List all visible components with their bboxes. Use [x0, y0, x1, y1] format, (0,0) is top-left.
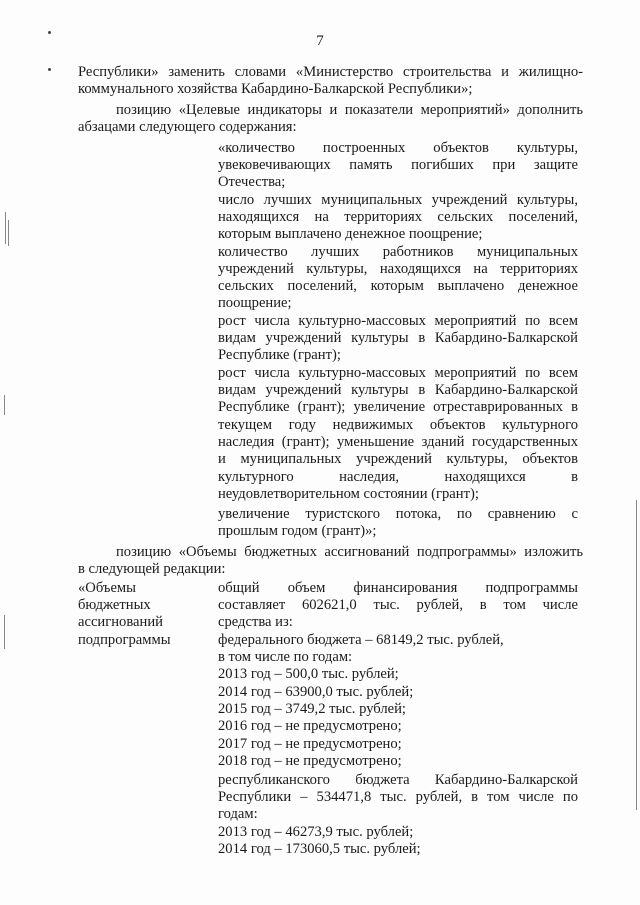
- indicator-line: видам учреждений культуры в Кабардино-Балкарской: [218, 330, 578, 346]
- indicator-line: рост числа культурно-массовых мероприятий по всем: [218, 313, 578, 329]
- indicator-line: сельских поселений, которым выплачено денежное: [218, 278, 578, 294]
- indicator-line: которым выплачено денежное поощрение;: [218, 226, 483, 242]
- content-line: общий объем финансирования подпрограммы: [218, 580, 578, 596]
- content-line: Республики – 534471,8 тыс. рублей, в том числе по: [218, 789, 578, 805]
- indicator-line: находящихся на территориях сельских поселений,: [218, 209, 578, 225]
- content-line: 2017 год – не предусмотрено;: [218, 736, 402, 752]
- content-line: 2014 год – 63900,0 тыс. рублей;: [218, 684, 414, 700]
- text-line: коммунального хозяйства Кабардино-Балкарской Республики»;: [78, 81, 473, 97]
- content-line: 2015 год – 3749,2 тыс. рублей;: [218, 701, 406, 717]
- indicator-line: «количество построенных объектов культуры,: [218, 140, 578, 156]
- scan-margin-mark: [4, 395, 5, 415]
- indicator-line: поощрение;: [218, 295, 292, 311]
- indicator-line: и муниципальных учреждений культуры, объектов: [218, 451, 578, 467]
- content-line: средства из:: [218, 614, 293, 630]
- content-line: составляет 602621,0 тыс. рублей, в том числе: [218, 597, 578, 613]
- content-line: 2014 год – 173060,5 тыс. рублей;: [218, 841, 421, 857]
- label-line: бюджетных: [78, 597, 151, 613]
- content-line: 2013 год – 500,0 тыс. рублей;: [218, 666, 399, 682]
- content-line: 2013 год – 46273,9 тыс. рублей;: [218, 824, 414, 840]
- indicator-line: видам учреждений культуры в Кабардино-Балкарской: [218, 382, 578, 398]
- content-line: в том числе по годам:: [218, 649, 353, 665]
- indicator-line: наследия (грант); уменьшение зданий государственных: [218, 434, 578, 450]
- indicator-line: прошлым годом (грант)»;: [218, 523, 377, 539]
- page-number: 7: [316, 33, 324, 49]
- text-line: Республики» заменить словами «Министерство строительства и жилищно-: [78, 64, 583, 80]
- indicator-line: рост числа культурно-массовых мероприятий по всем: [218, 365, 578, 381]
- indicator-line: Республике (грант); увеличение отреставрированных в: [218, 399, 578, 415]
- scan-artifact-dot: [48, 68, 51, 71]
- content-line: годам:: [218, 806, 258, 822]
- scan-margin-mark: [4, 615, 5, 649]
- indicator-line: количество лучших работников муниципальных: [218, 244, 578, 260]
- scan-margin-mark: [8, 220, 9, 246]
- scan-margin-mark: [5, 212, 6, 244]
- content-line: федерального бюджета – 68149,2 тыс. рублей,: [218, 632, 504, 648]
- indicator-line: увековечивающих память погибших при защите: [218, 157, 578, 173]
- indicator-line: Республике (грант);: [218, 347, 341, 363]
- indicator-line: увеличение туристского потока, по сравнению с: [218, 506, 578, 522]
- indicator-line: учреждений культуры, находящихся на территориях: [218, 261, 578, 277]
- label-line: ассигнований: [78, 614, 163, 630]
- indicator-line: число лучших муниципальных учреждений культуры,: [218, 192, 578, 208]
- indicator-line: текущем году недвижимых объектов культурного: [218, 417, 578, 433]
- text-line: позицию «Целевые индикаторы и показатели мероприятий» дополнить: [116, 102, 583, 118]
- content-line: республиканского бюджета Кабардино-Балкарской: [218, 772, 578, 788]
- label-line: «Объемы: [78, 580, 136, 596]
- text-line: в следующей редакции:: [78, 561, 226, 577]
- indicator-line: неудовлетворительном состоянии (грант);: [218, 486, 479, 502]
- content-line: 2018 год – не предусмотрено;: [218, 753, 402, 769]
- indicator-line: культурного наследия, находящихся в: [218, 469, 578, 485]
- scan-margin-mark: [636, 500, 637, 810]
- text-line: абзацами следующего содержания:: [78, 119, 297, 135]
- text-line: позицию «Объемы бюджетных ассигнований подпрограммы» изложить: [116, 544, 583, 560]
- content-line: 2016 год – не предусмотрено;: [218, 718, 402, 734]
- label-line: подпрограммы: [78, 632, 171, 648]
- indicator-line: Отечества;: [218, 174, 286, 190]
